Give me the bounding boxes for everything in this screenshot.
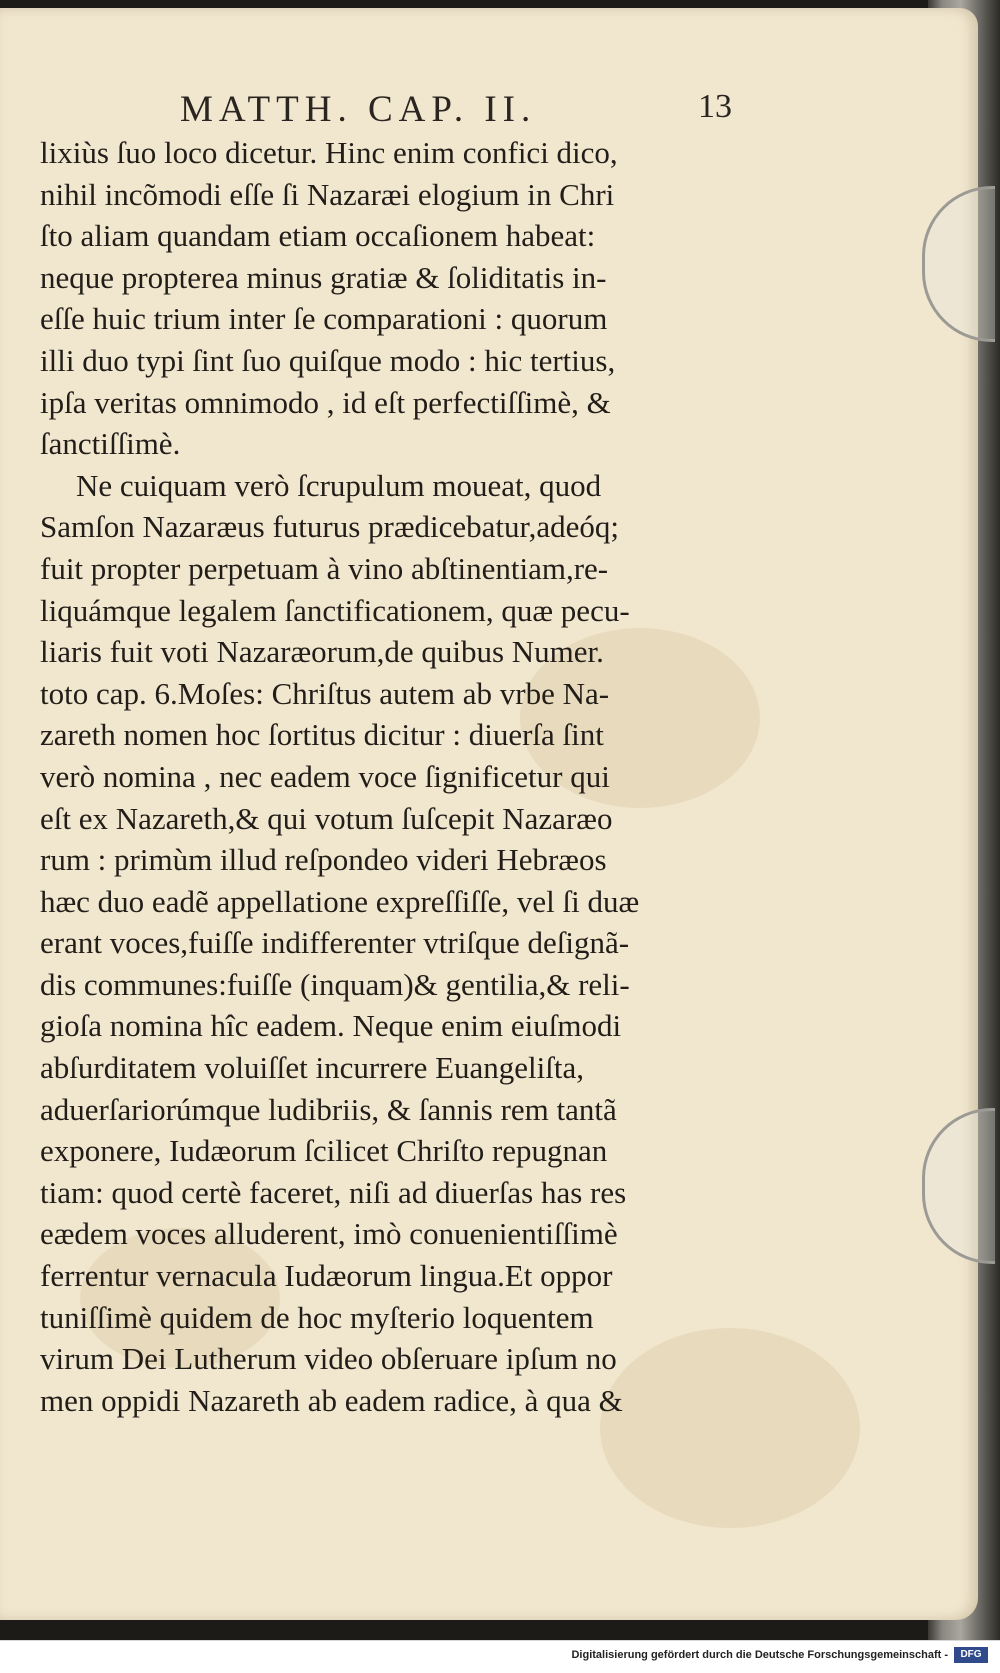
- text-line: liaris fuit voti Nazaræorum,de quibus Numer.: [40, 634, 604, 670]
- text-line: eſt ex Nazareth,& qui votum ſuſcepit Nazaræo: [40, 800, 613, 836]
- text-line: ipſa veritas omnimodo , id eſt perfectiſſimè, &: [40, 384, 611, 420]
- text-line: illi duo typi ſint ſuo quiſque modo : hic tertius,: [40, 342, 616, 378]
- text-line: erant voces,fuiſſe indifferenter vtriſque deſignã-: [40, 925, 630, 961]
- text-line: aduerſariorúmque ludibriis, & ſannis rem tantã: [40, 1091, 617, 1127]
- text-line: toto cap. 6.Moſes: Chriſtus autem ab vrbe Na-: [40, 675, 610, 711]
- text-line: verò nomina , nec eadem voce ſignificetur qui: [40, 758, 610, 794]
- text-line: abſurditatem voluiſſet incurrere Euangeliſta,: [40, 1050, 585, 1086]
- text-line: Samſon Nazaræus futurus prædicebatur,adeóq;: [40, 509, 619, 545]
- text-line: eædem voces alluderent, imò conuenientiſſimè: [40, 1216, 618, 1252]
- text-line: rum : primùm illud reſpondeo videri Hebræos: [40, 842, 607, 878]
- text-line: hæc duo eadẽ appellatione expreſſiſſe, vel ſi duæ: [40, 883, 640, 919]
- page-body: [40, 132, 740, 1421]
- text-line: ferrentur vernacula Iudæorum lingua.Et oppor: [40, 1258, 613, 1294]
- text-line: neque propterea minus gratiæ & ſoliditatis in-: [40, 259, 607, 295]
- text-line: eſſe huic trium inter ſe comparationi : quorum: [40, 301, 608, 337]
- running-head: MATTH. CAP. II.: [180, 89, 537, 130]
- text-line: exponere, Iudæorum ſcilicet Chriſto repugnan: [40, 1133, 608, 1169]
- dfg-logo: DFG: [954, 1647, 988, 1663]
- text-line: ſto aliam quandam etiam occaſionem habeat:: [40, 218, 596, 254]
- text-line: lixiùs ſuo loco dicetur. Hinc enim confici dico,: [40, 135, 618, 170]
- digitization-footer: [0, 1640, 1000, 1673]
- text-line: liquámque legalem ſanctificationem, quæ pecu-: [40, 592, 630, 628]
- text-line: men oppidi Nazareth ab eadem radice, à qua &: [40, 1382, 623, 1418]
- text-line: zareth nomen hoc ſortitus dicitur : diuerſa ſint: [40, 717, 604, 753]
- text-line: nihil incõmodi eſſe ſi Nazaræi elogium in Chri: [40, 176, 615, 212]
- text-line: tiam: quod certè faceret, niſi ad diuerſas has res: [40, 1174, 627, 1210]
- text-line: tuniſſimè quidem de hoc myſterio loquentem: [40, 1299, 594, 1335]
- page-number: 13: [698, 88, 732, 125]
- text-line: gioſa nomina hîc eadem. Neque enim eiuſmodi: [40, 1008, 622, 1044]
- text-line: fuit propter perpetuam à vino abſtinentiam,re-: [40, 550, 609, 586]
- text-line: virum Dei Lutherum video obſeruare ipſum no: [40, 1341, 617, 1377]
- text-line: dis communes:fuiſſe (inquam)& gentilia,& reli-: [40, 966, 630, 1002]
- funding-credit: Digitalisierung gefördert durch die Deutsche Forschungsgemeinschaft -: [571, 1649, 948, 1661]
- text-line: ſanctiſſimè.: [40, 426, 181, 462]
- paragraph-first-line: Ne cuiquam verò ſcrupulum moueat, quod: [76, 467, 602, 503]
